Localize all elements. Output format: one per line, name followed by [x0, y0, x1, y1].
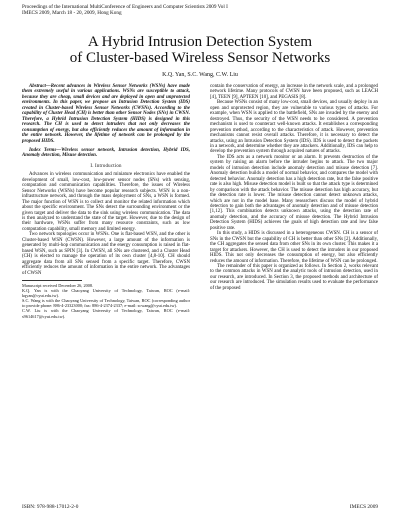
intro-paragraph-2: Two network topologies occur in WSNs. One is flat-based WSN, and the other is Cluster-based WSN (CWSN). However, a large amount of the information is generated by multi-hop communication and the energy consumption is raised in flat-based WSN, such as SPIN [3]. In CWSN, all SNs are clustered, and a Cluster Head (CH) is elected to manage the operation of its own cluster [4,8-10]. CH should aggregate data from all SNs sensed from a specific target. Therefore, CWSN efficiently reduces the amount of information in the entire network. The advantages of CWSN — [22, 232, 190, 276]
right-paragraph-3: The IDS acts as a network monitor or an alarm. It prevents destruction of the system by raising an alarm before the intruder begins to attack. The two major models of intrusion detection include anomaly detection and misuse detection [7]. Anomaly detection builds a model of normal behavior, and compares the model with detected behavior. Anomaly detection has a high detection rate, but the false positive rate is also high. Misuse detection model is built so that the attack type is determined by comparison with the attack behavior. The misuse detection has high accuracy, but the detection rate is lower. The misuse detection cannot detect unknown attacks, which are not in the model base. Many researchers discuss the model of hybrid detection to gain both the advantages of anomaly detection and of misuse detection [1,12]. This combination detects unknown attacks, using the detection rate of anomaly detection, and the accuracy of misuse detection. The Hybrid Intrusion Detection System (HIDS) achieves the goals of high detection rate and low false positive rate. — [210, 154, 378, 231]
abstract — [22, 84, 190, 144]
abstract-text: —Recent advances in Wireless Sensor Networks (WSNs) have made them extremely useful in various applications. WSNs are susceptible to attack, because they are cheap, small devices and are deployed in open and unprotected environments. In this paper, we propose an Intrusion Detection System (IDS) created in Cluster-based Wireless Sensor Networks (CWSNs). According to the capability of Cluster Head (CH) is better than other Sensor Nodes (SNs) in CWSN. Therefore, a Hybrid Intrusion Detection System (HIDS) is designed in this research. The CH is used to detect intruders that not only decreases the consumption of energy, but also efficiently reduces the amount of information in the entire network. However, the lifetime of network can be prolonged by the proposed HIDS. — [22, 84, 190, 144]
footnote-author-1: K.Q. Yan is with the Chaoyang University of Technology, Taiwan, ROC (e-mail: kqyan@cyut.edu.tw). — [22, 288, 190, 299]
right-paragraph-2: Because WSNs consist of many low-cost, small devices, and usually deploy in an open and unprotected region, they are vulnerable to various types of attacks. For example, when WSN is applied to the battlefield, SNs are invaded by the enemy and destroyed. Thus, the security of the WSN needs to be considered. A prevention mechanism is used to counteract well-known attacks. It establishes a corresponding prevention method, according to the characteristics of attack. However, prevention mechanisms cannot resist overall attacks. Therefore, it is necessary to detect the attacks, using an Intrusion Detection System (IDS). IDS is used to detect the packets in a network, and determine whether they are attackers. Additionally, IDS can help to develop the prevention system through acquired natures of attacks. — [210, 100, 378, 155]
footnote-received: Manuscript received December 26, 2008. — [22, 282, 94, 288]
footer-isbn: ISBN: 978-988-17012-2-0 — [22, 504, 79, 510]
proceedings-header — [22, 4, 228, 17]
right-paragraph-4: In this study, a HIDS is discussed in a heterogeneous CWSN. CH is a sensor of SNs in the CWSN but the capability of CH is better than other SNs [2]. Additionally, the CH aggregates the sensed data from other SNs in its own cluster. This makes it a target for attackers. However, the CH is used to detect the intruders in our proposed HIDS. This not only decreases the consumption of energy, but also efficiently reduces the amount of information. Therefore, the lifetime of WSN can be prolonged. — [210, 231, 378, 264]
footnote-author-2: S.C. Wang is with the Chaoyang University of Technology, Taiwan, ROC (corresponding author to provide phone: 886-4-23323000; fax: 886-4-2374-2337; e-mail: scwang@cyut.edu.tw). — [22, 298, 190, 309]
section-heading-introduction: I. Introduction — [90, 163, 122, 169]
title-line-2: of Cluster-based Wireless Sensor Networks — [69, 50, 331, 66]
right-paragraph-5: The remainder of this paper is organized as follows. In Section 2, works relevant to the common attacks in WSN and the analytic tools of intrusion detection, used in our research, are introduced. In Section 3, the proposed methods and architecture of our research are introduced. The simulation results used to evaluate the performance of the proposed — [210, 263, 378, 291]
index-terms-text: —Wireless sensor network, Intrusion detection, Hybrid IDS, Anomaly detection, Misuse detection. — [22, 147, 190, 159]
footer-conference: IMECS 2009 — [349, 504, 378, 510]
header-line-2: IMECS 2009, March 18 - 20, 2009, Hong Kong — [22, 10, 122, 17]
right-paragraph-1: contain the conservation of energy, an increase in the network scale, and a prolonged network lifetime. Many protocols of CWSN have been proposed, such as LEACH [4], TEEN [9], APTEEN [10], and PEGASIS [8]. — [210, 84, 378, 100]
right-column — [210, 84, 378, 291]
title-line-1: A Hybrid Intrusion Detection System — [87, 34, 313, 50]
header-line-1: Proceedings of the International MultiConference of Engineers and Computer Scientists 2009 Vol I — [22, 4, 228, 10]
intro-paragraph-1: Advances in wireless communication and miniature electronics have enabled the development of small, low-cost, low-power sensor nodes (SNs) with sensing, computation and communication capabilities. Therefore, the issues of Wireless Sensor Networks (WSNs) have become popular research subjects. WSN is a non-infrastructure network, and through the mass deployment of SNs, a WSN is formed. The major function of WSN is to collect and monitor the related information which about the specific environment. The SNs detect the surrounding environment or the given target and deliver the data to the sink using wireless communication. The data is then analyzed to understand the state of the target. However, due to the design of their hardware, WSNs suffer from many resource constraints, such as low computation capability, small memory and limited energy. — [22, 172, 190, 232]
paper-title — [0, 34, 400, 66]
abstract-lead: Abstract — [29, 84, 46, 89]
left-column — [22, 84, 190, 319]
index-terms-lead: Index Terms — [29, 147, 57, 153]
footnote-author-3: C.W. Liu is with the Chaoyang University of Technology, Taiwan, ROC (e-mail: s9614617@cyut.edu.tw). — [22, 308, 190, 319]
footnote-rule — [22, 280, 82, 281]
authors: K.Q. Yan, S.C. Wang, C.W. Liu — [162, 72, 238, 78]
index-terms — [22, 148, 190, 159]
